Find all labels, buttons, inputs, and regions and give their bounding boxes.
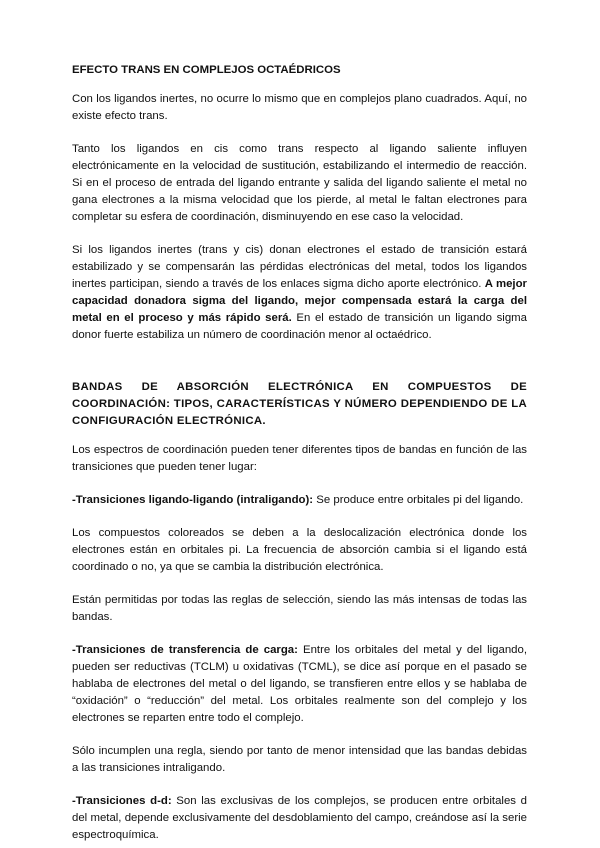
transition-label: -Transiciones ligando-ligando (intraligando): [72,494,314,506]
paragraph-text: Si los ligandos inertes (trans y cis) donan electrones el estado de transición estará estabilizado y se compensarán las pérdidas electrónicas del metal, todos los ligandos inertes participan, siendo a través de los enlaces sigma dicho aporte electrónico. [72,244,527,290]
paragraph: Tanto los ligandos en cis como trans respecto al ligando saliente influyen electrónicamente en la velocidad de sustitución, estabilizando el intermedio de reacción. Si en el proceso de entrada del ligando entrante y salida del ligando saliente el metal no gana electrones a la misma velocidad que los pierde, al metal le faltan electrones para completar su esfera de coordinación, disminuyendo en ese caso la velocidad. [72,143,527,223]
paragraph: Están permitidas por todas las reglas de selección, siendo las más intensas de todas las bandas. [72,594,527,623]
section-title-bandas-absorcion: BANDAS DE ABSORCIÓN ELECTRÓNICA EN COMPUESTOS DE COORDINACIÓN: TIPOS, CARACTERÍSTICAS Y NÚMERO DEPENDIENDO DE LA CONFIGURACIÓN ELECTRÓNICA. [72,381,527,427]
paragraph-text: En el estado de transición un ligando sigma donor fuerte estabiliza un número de coordinación menor al octaédrico. [72,312,527,341]
paragraph-text: Entre los orbitales del metal y del ligando, pueden ser reductivas (TCLM) u oxidativas (TCML), se dice así porque en el pasado se hablaba de electrones del metal o del ligando, se transfieren entre ellos y se hablaba de “oxidación” o “reducción” del metal. Los orbitales realmente son del complejo y los electrones se reparten entre todo el complejo. [72,644,527,724]
paragraph-ligando-ligando [72,492,527,509]
section-title-efecto-trans: EFECTO TRANS EN COMPLEJOS OCTAÉDRICOS [72,64,341,76]
paragraph-transferencia-carga [72,642,527,727]
paragraph-text: Se produce entre orbitales pi del ligando. [313,494,524,506]
paragraph: Los espectros de coordinación pueden tener diferentes tipos de bandas en función de las transiciones que pueden tener lugar: [72,444,527,473]
transition-label: -Transiciones de transferencia de carga: [72,644,298,656]
paragraph: Con los ligandos inertes, no ocurre lo mismo que en complejos plano cuadrados. Aquí, no existe efecto trans. [72,93,527,122]
paragraph: Los compuestos coloreados se deben a la deslocalización electrónica donde los electrones están en orbitales pi. La frecuencia de absorción cambia si el ligando está coordinado o no, ya que se cambia la distribución electrónica. [72,527,527,573]
paragraph-d-d [72,793,527,844]
bold-statement: A mejor capacidad donadora sigma del ligando, mejor compensada estará la carga del metal en el proceso y más rápido será. [72,278,527,324]
document-page [72,62,527,844]
paragraph [72,242,527,344]
paragraph-text: Son las exclusivas de los complejos, se producen entre orbitales d del metal, depende exclusivamente del desdoblamiento del campo, creándose así la serie espectroquímica. [72,795,527,841]
paragraph: Sólo incumplen una regla, siendo por tanto de menor intensidad que las bandas debidas a las transiciones intraligando. [72,745,527,774]
transition-label: -Transiciones d-d: [72,795,172,807]
